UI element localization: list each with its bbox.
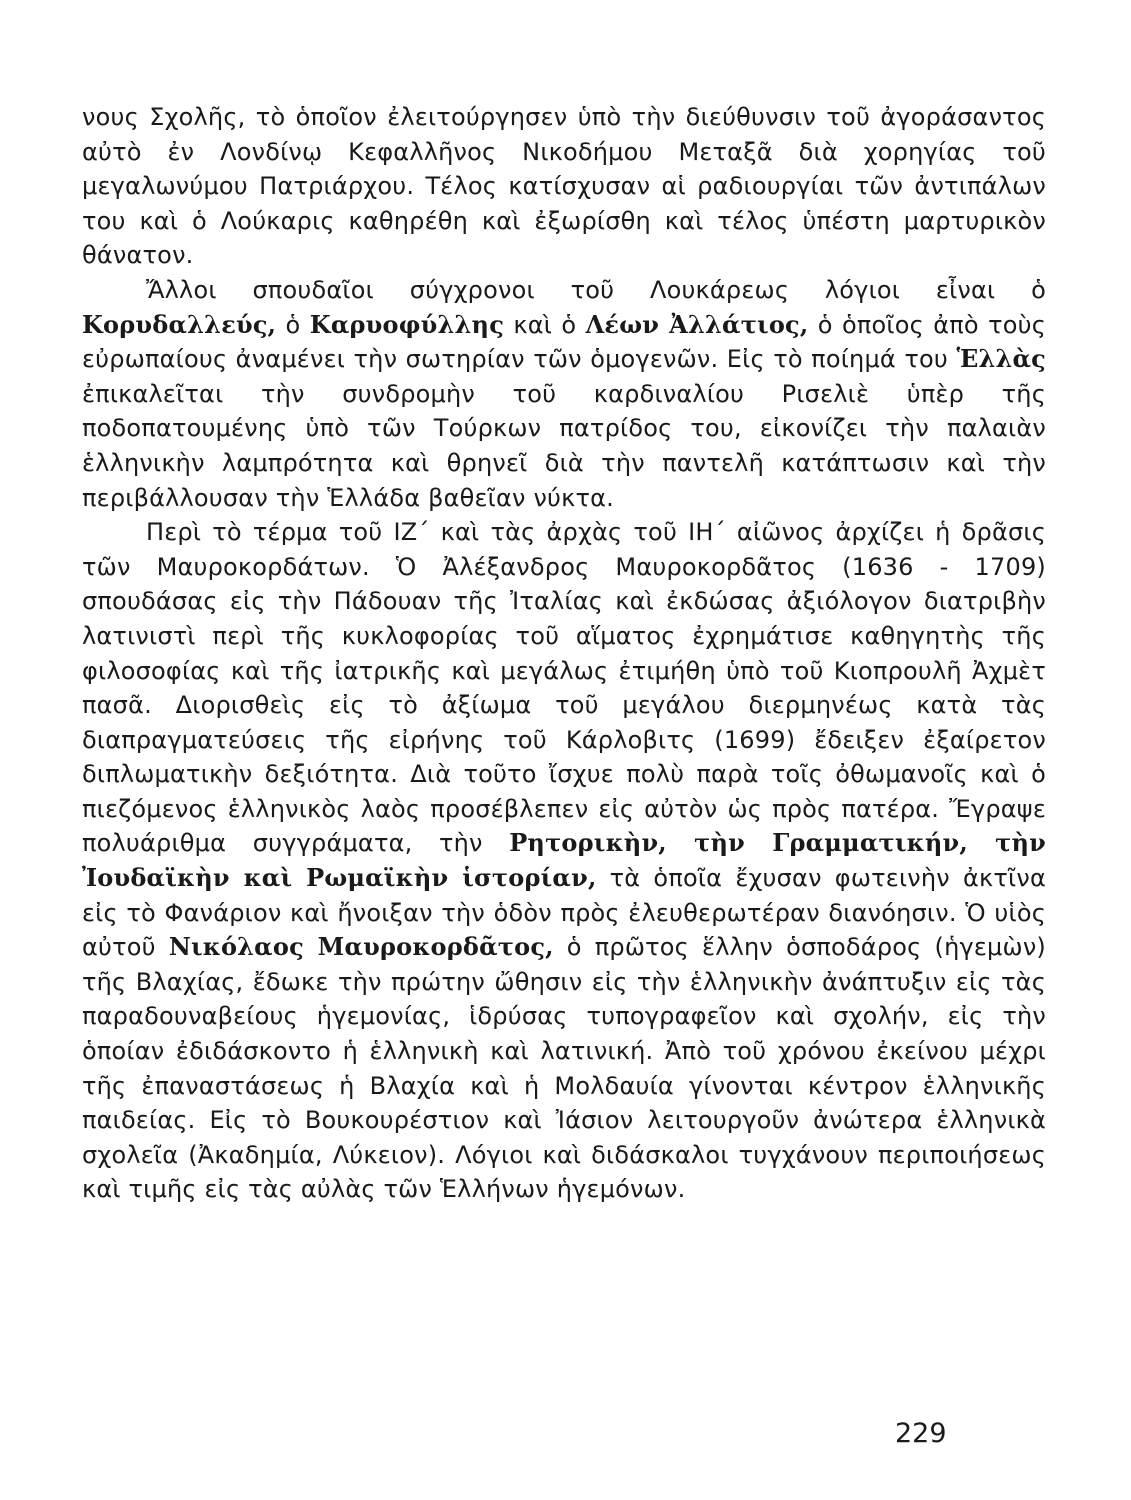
paragraph-2 <box>82 273 1046 515</box>
text-span: ὁ πρῶτος ἕλλην ὁσποδάρος (ἡγεμὼν) τῆς Βλαχίας, ἔδωκε τὴν πρώτην ὤθησιν εἰς τὴν ἑλληνικὴν ἀνάπτυξιν εἰς τὰς παραδουναβείους ἡγεμονίας, ἱδρύσας τυπογραφεῖον καὶ σχολήν, εἰς τὴν ὁποίαν ἐδιδάσκοντο ἡ ἑλληνικὴ καὶ λατινική. Ἀπὸ τοῦ χρόνου ἐκείνου μέχρι τῆς ἐπαναστάσεως ἡ Βλαχία καὶ ἡ Μολδαυία γίνονται κέντρον ἑλληνικῆς παιδείας. Εἰς τὸ Βουκουρέστιον καὶ Ἰάσιον λειτουργοῦν ἀνώτερα ἑλληνικὰ σχολεῖα (Ἀκαδημία, Λύκειον). Λόγιοι καὶ διδάσκαλοι τυγχάνουν περιποιήσεως καὶ τιμῆς εἰς τὰς αὐλὰς τῶν Ἑλλήνων ἡγεμόνων. <box>82 933 1046 1204</box>
text-span: Ἄλλοι σπουδαῖοι σύγχρονοι τοῦ Λουκάρεως λόγιοι εἶναι ὁ <box>146 275 1046 304</box>
text-span: νους Σχολῆς, τὸ ὁποῖον ἐλειτούργησεν ὑπὸ τὴν διεύθυνσιν τοῦ ἀγοράσαντος αὐτὸ ἐν Λονδίνῳ Κεφαλλῆνος Νικοδήμου Μεταξᾶ διὰ χορηγίας τοῦ μεγαλωνύμου Πατριάρχου. Τέλος κατίσχυσαν αἱ ραδιουργίαι τῶν ἀντιπάλων του καὶ ὁ Λούκαρις καθηρέθη καὶ ἐξωρίσθη καὶ τέλος ὑπέστη μαρτυρικὸν θάνατον. <box>82 103 1046 270</box>
bold-name-allatios: Λέων Ἀλλάτιος, <box>585 309 809 339</box>
bold-name-nikolaos-mavrokordatos: Νικόλαος Μαυροκορδᾶτος, <box>168 932 554 962</box>
paragraph-1 <box>82 100 1046 273</box>
bold-name-karyofyllis: Καρυοφύλλης <box>309 309 505 339</box>
text-span: τὰ ὁποῖα ἔχυσαν φωτεινὴν ἀκτῖνα εἰς τὸ Φανάριον καὶ ἤνοιξαν τὴν ὁδὸν πρὸς ἐλευθερωτέραν διανόησιν. Ὁ υἱὸς αὐτοῦ <box>82 864 1046 962</box>
bold-works-titles: Ρητορικὴν, τὴν Γραμματικήν, τὴν Ἰουδαϊκὴν καὶ Ρωμαϊκὴν ἱστορίαν, <box>82 828 1047 893</box>
bold-name-korydalleus: Κορυδαλλεύς, <box>82 309 277 339</box>
page-number: 229 <box>895 1418 947 1449</box>
paragraph-3 <box>82 515 1046 1207</box>
text-span: ἐπικαλεῖται τὴν συνδρομὴν τοῦ καρδιναλίου Ρισελιὲ ὑπὲρ τῆς ποδοπατουμένης ὑπὸ τῶν Τούρκων πατρίδος του, εἰκονίζει τὴν παλαιὰν ἑλληνικὴν λαμπρότητα καὶ θρηνεῖ διὰ τὴν παντελῆ κατάπτωσιν καὶ τὴν περιβάλλουσαν τὴν Ἑλλάδα βαθεῖαν νύκτα. <box>82 379 1046 512</box>
text-span: καὶ ὁ <box>504 310 586 339</box>
text-span: ὁ <box>276 310 310 339</box>
bold-title-ellas: Ἑλλὰς <box>956 344 1046 374</box>
text-span: Περὶ τὸ τέρμα τοῦ ΙΖ΄ καὶ τὰς ἀρχὰς τοῦ ΙΗ΄ αἰῶνος ἀρχίζει ἡ δρᾶσις τῶν Μαυροκορδάτων. Ὁ Ἀλέξανδρος Μαυροκορδᾶτος (1636 - 1709) σπουδάσας εἰς τὴν Πάδουαν τῆς Ἰταλίας καὶ ἐκδώσας ἀξιόλογον διατριβὴν λατινιστὶ περὶ τῆς κυκλοφορίας τοῦ αἵματος ἐχρημάτισε καθηγητὴς τῆς φιλοσοφίας καὶ τῆς ἰατρικῆς καὶ μεγάλως ἐτιμήθη ὑπὸ τοῦ Κιοπρουλῆ Ἀχμὲτ πασᾶ. Διορισθεὶς εἰς τὸ ἀξίωμα τοῦ μεγάλου διερμηνέως κατὰ τὰς διαπραγματεύσεις τῆς εἰρήνης τοῦ Κάρλοβιτς (1699) ἔδειξεν ἐξαίρετον διπλωματικὴν δεξιότητα. Διὰ τοῦτο ἴσχυε πολὺ παρὰ τοῖς ὀθωμανοῖς καὶ ὁ πιεζόμενος ἑλληνικὸς λαὸς προσέβλεπεν εἰς αὐτὸν ὡς πρὸς πατέρα. Ἔγραψε πολυάριθμα συγγράματα, τὴν <box>82 518 1046 858</box>
text-span: ὁ ὁποῖος ἀπὸ τοὺς εὐρωπαίους ἀναμένει τὴν σωτηρίαν τῶν ὁμογενῶν. Εἰς τὸ ποίημά του <box>82 310 1046 374</box>
page-body <box>82 100 1046 1207</box>
